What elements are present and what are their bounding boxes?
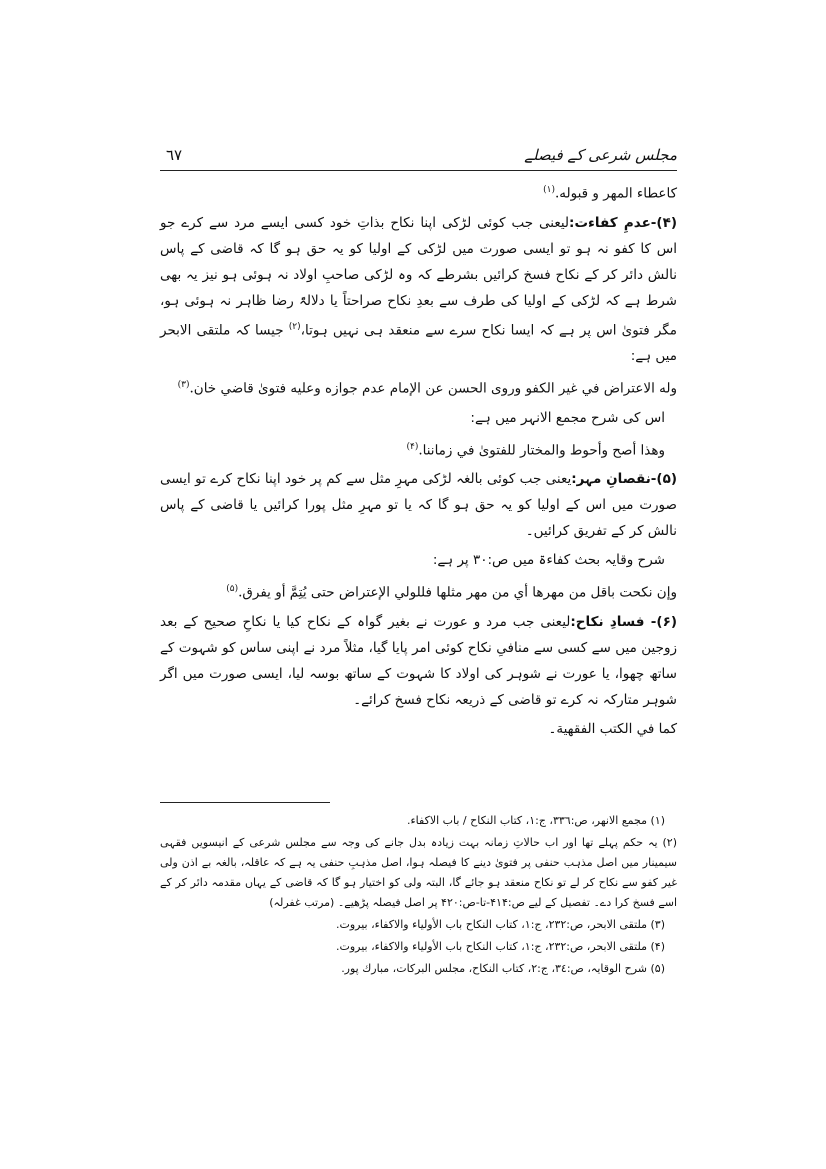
book-title: مجلس شرعی کے فیصلے — [524, 146, 677, 164]
text-line: شرح وقایہ بحث کفاءۃ میں ص:۳۰ پر ہے: — [432, 552, 665, 568]
arabic-quote: وإن نكحت باقل من مهرها أي من مهر مثلها فللولي الإعتراض حتى يُتِمَّ أو يفرق.$^{(۵)}$ — [226, 584, 677, 601]
running-header — [160, 146, 677, 171]
page-number: ٦٧ — [166, 146, 183, 164]
text-line: (۴)-عدمِ کفاءت:لیعنی جب کوئی لڑکی اپنا نکاح بذاتِ خود کسی ایسے مرد سے کرے جو اس کا کفو نہ ہو تو ایسی صورت میں لڑکی کے اولیا کو یہ حق ہو گا کہ قاضی کے پاس نالش دائر کر کے نکاح فسخ کرائیں بشرطے کہ وہ لڑکی صاحبِ اولاد نہ ہوئی ہو نیز یہ بھی شرط ہے کہ لڑکی کے اولیا کی طرف سے بعدِ نکاح صراحتاً یا دلالۃً رضا ظاہر نہ ہوئی ہو، مگر فتویٰ اس پر ہے کہ ایسا نکاح سرے سے منعقد ہی نہیں ہوتا،$^{(۲)}$ جیسا کہ ملتقی الابحر میں ہے: — [160, 214, 678, 364]
text-line: (۶)- فسادِ نکاح:لیعنی جب مرد و عورت نے بغیر گواہ کے نکاح کیا یا نکاحِ صحیح کے بعد زوجین میں سے کسی سے منافیِ نکاح کوئی امر پایا گیا، مثلاً مرد نے اپنی ساس کو شہوت کے ساتھ چھوا، یا عورت نے شوہر کی اولاد کا شہوت کے ساتھ بوسہ لیا، ایسی صورت میں اگر شوہر متارکہ نہ کرے تو قاضی کے ذریعہ نکاح فسخ کرائے۔ — [160, 613, 678, 708]
footnote: (۴) ملتقى الابحر، ص:۲۳۲، ج:۱، کتاب النکاح باب الأولياء والاکفاء، بیروت. — [335, 939, 665, 953]
arabic-quote: وله الاعتراض في غير الكفو وروى الحسن عن الإمام عدم جوازه وعليه فتوىٰ قاضي خان.$^{(۳)}$ — [177, 380, 677, 397]
text-line: کاعطاء المهر و قبوله.$^{(۱)}$ — [543, 185, 677, 202]
footnote: (۵) شرح الوقایہ، ص:۳٤، ج:۲، کتاب النکاح، مجلس البرکات، مبارك پور. — [341, 961, 665, 975]
section-heading: (۶)- فسادِ نکاح: — [570, 613, 677, 630]
footnote: (۲) یہ حکم پہلے تھا اور اب حالاتِ زمانہ بہت زیادہ بدل جانے کی وجہ سے مجلس شرعی کے انیسویں فقہی سیمینار میں اصل مذہب حنفی پر فتویٰ دینے کا فیصلہ ہوا، اصل مذہبِ حنفی یہ ہے کہ عاقلہ، بالغہ بے اذن ولی غیر کفو سے نکاح کر لے تو نکاح منعقد ہو جائے گا، البتہ ولی کو اختیار ہو گا کہ قاضی کے یہاں مقدمہ دائر کر کے اسے فسخ کرا دے۔ تفصیل کے لیے ص:۴۱۴-تا-ص:۴۲۰ پر اصل فیصلہ پڑھیے۔ (مرتب غفرلہ) — [160, 835, 678, 909]
footnote-divider — [160, 802, 330, 803]
text-line: اس کی شرح مجمع الانہر میں ہے: — [470, 409, 665, 426]
footnote: (۳) ملتقى الابحر، ص:۲۳۲، ج:۱، کتاب النکاح باب الأولياء والاکفاء، بیروت. — [335, 917, 665, 931]
text-line: كما في الكتب الفقهية۔ — [548, 720, 677, 737]
document-page — [160, 0, 677, 979]
section-heading: (۴)-عدمِ کفاءت: — [569, 214, 678, 231]
footnote: (۱) مجمع الانهر، ص:۳۳٦، ج:۱، کتاب النکاح / باب الاکفاء. — [407, 813, 665, 827]
arabic-quote: وهذا أصح وأحوط والمختار للفتوىٰ في زماننا.$^{(۴)}$ — [406, 441, 665, 458]
section-heading: (۵)-نقصانِ مہر: — [571, 471, 677, 487]
text-line: (۵)-نقصانِ مہر:یعنی جب کوئی بالغہ لڑکی مہرِ مثل سے کم پر خود اپنا نکاح کرے تو ایسی صورت میں اس کے اولیا کو یہ حق ہو گا کہ یا تو مہرِ مثل پورا کرائیں یا قاضی کے پاس نالش کر کے تفریق کرائیں۔ — [160, 471, 677, 539]
